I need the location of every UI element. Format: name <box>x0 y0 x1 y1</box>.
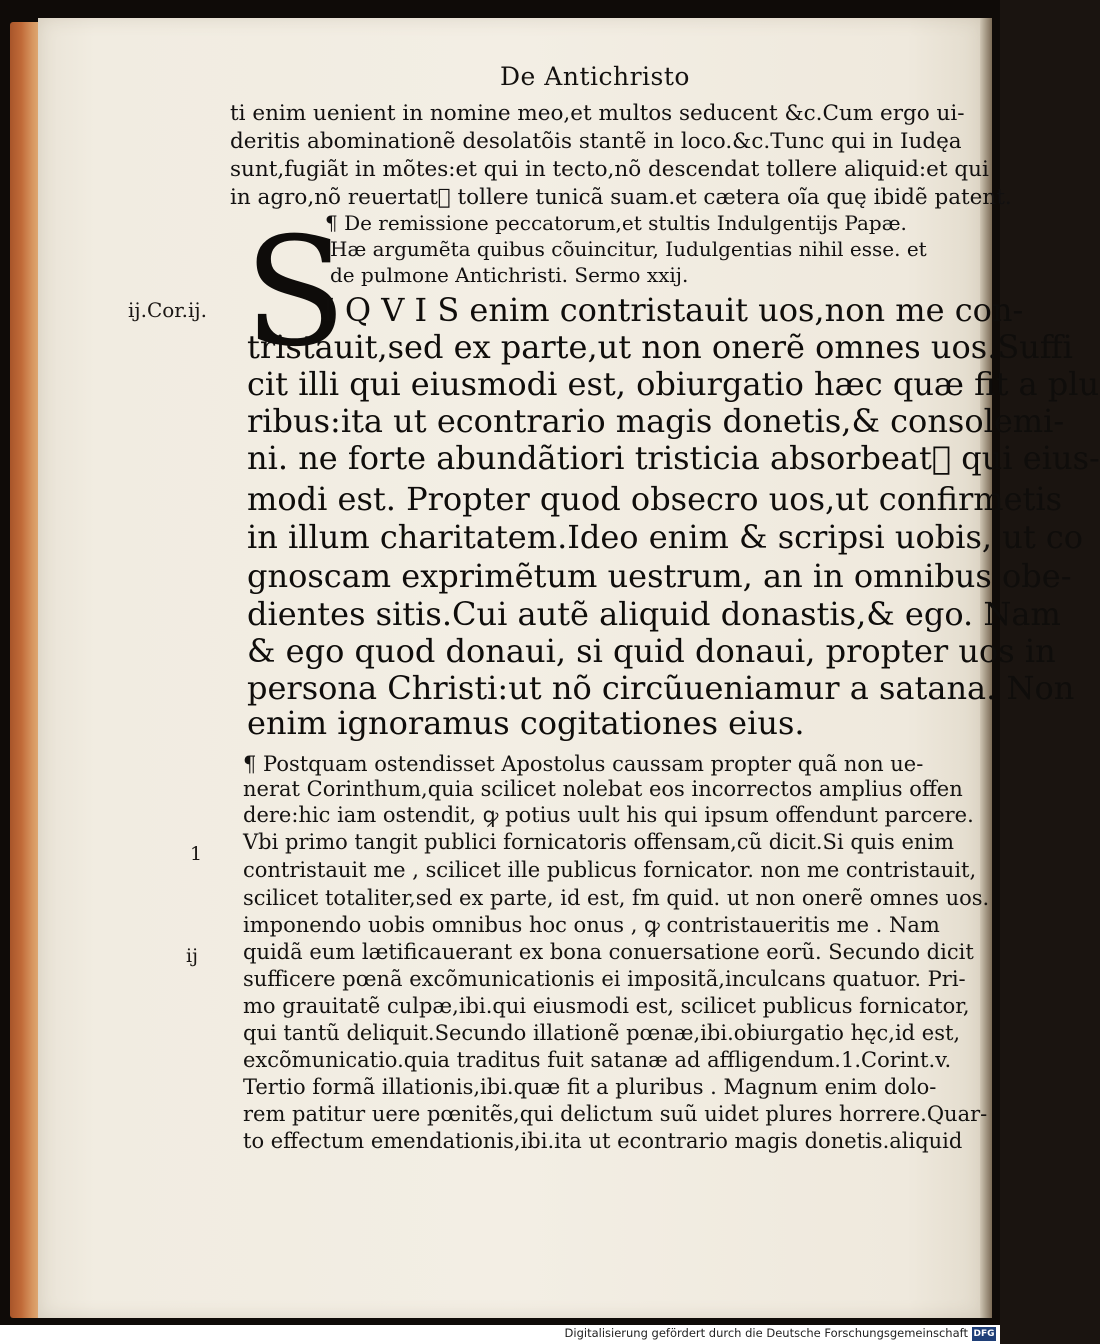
commentary-line: sufficere pœnã excõmunicationis ei impositã,inculcans quatuor. Pri- <box>243 967 966 991</box>
running-head: De Antichristo <box>500 62 690 91</box>
scripture-line: persona Christi:ut nõ circũueniamur a satana. Non <box>247 669 1075 707</box>
scripture-line: & ego quod donaui, si quid donaui, propter uos in <box>247 632 1056 670</box>
margin-note: 1 <box>190 843 203 865</box>
commentary-line: excõmunicatio.quia traditus fuit satanæ ad affligendum.1.Corint.v. <box>243 1048 952 1072</box>
margin-note: ij <box>186 945 198 967</box>
scripture-line: in illum charitatem.Ideo enim & scripsi uobis, ut co <box>247 518 1084 556</box>
top-text-line: in agro,nõ reuertatᷣ tollere tunicã suam.et cætera oĩa quę ibidẽ patent. <box>230 185 1012 210</box>
commentary-line: to effectum emendationis,ibi.ita ut econtrario magis donetis.aliquid <box>243 1129 963 1153</box>
top-text-line: deritis abominationẽ desolatõis stantẽ in loco.&c.Tunc qui in Iudęa <box>230 129 962 154</box>
caption-line: Hæ argumẽta quibus cõuincitur, Iudulgentias nihil esse. et <box>330 237 927 261</box>
commentary-line: Tertio formã illationis,ibi.quæ fit a pluribus . Magnum enim dolo- <box>243 1075 937 1099</box>
commentary-line: rem patitur uere pœnitẽs,qui delictum suũ uidet plures horrere.Quar- <box>243 1102 988 1126</box>
commentary-line: nerat Corinthum,quia scilicet nolebat eos incorrectos amplius offen <box>243 777 963 801</box>
scripture-line: ni. ne forte abundãtiori tristicia absorbeatᷣ qui eius- <box>247 439 1100 477</box>
commentary-line: mo grauitatẽ culpæ,ibi.qui eiusmodi est, scilicet publicus fornicator, <box>243 994 970 1018</box>
funding-credit: Digitalisierung gefördert durch die Deutsche Forschungsgemeinschaft <box>564 1326 968 1340</box>
commentary-line: imponendo uobis omnibus hoc onus , ꝙ contristaueritis me . Nam <box>243 913 940 937</box>
scripture-line: gnoscam exprimẽtum uestrum, an in omnibus obe- <box>247 557 1072 595</box>
scripture-line: enim ignoramus cogitationes eius. <box>247 704 805 742</box>
dfg-logo-icon: DFG <box>973 1329 995 1339</box>
commentary-line: Vbi primo tangit publici fornicatoris offensam,cũ dicit.Si quis enim <box>243 830 955 854</box>
caption-line: de pulmone Antichristi. Sermo xxij. <box>330 263 689 287</box>
drop-cap: S <box>244 206 347 380</box>
commentary-line: quidã eum lætificauerant ex bona conuersatione eorũ. Secundo dicit <box>243 940 974 964</box>
top-text-line: sunt,fugiãt in mõtes:et qui in tecto,nõ descendat tollere aliquid:et qui <box>230 157 989 182</box>
commentary-line: dere:hic iam ostendit, ꝙ potius uult his qui ipsum offendunt parcere. <box>243 803 974 827</box>
scripture-line: dientes sitis.Cui autẽ aliquid donastis,& ego. Nam <box>247 595 1061 633</box>
scripture-line: tristauit,sed ex parte,ut non onerẽ omnes uos.Suffi <box>247 328 1073 366</box>
scripture-line: modi est. Propter quod obsecro uos,ut confirmetis <box>247 480 1063 518</box>
margin-scripture-ref: ij.Cor.ij. <box>128 298 207 322</box>
scripture-line: cit illi qui eiusmodi est, obiurgatio hæc quæ fit a plu <box>247 365 1100 403</box>
scripture-line: I Q V I S enim contristauit uos,non me con- <box>322 291 1024 329</box>
top-text-line: ti enim uenient in nomine meo,et multos seducent &c.Cum ergo ui- <box>230 101 965 126</box>
commentary-line: contristauit me , scilicet ille publicus fornicator. non me contristauit, <box>243 858 977 882</box>
commentary-line: ¶ Postquam ostendisset Apostolus caussam propter quã non ue- <box>243 752 924 776</box>
commentary-line: scilicet totaliter,sed ex parte, id est, fm quid. ut non onerẽ omnes uos. <box>243 886 990 910</box>
scripture-line: ribus:ita ut econtrario magis donetis,& consolemi- <box>247 402 1065 440</box>
commentary-line: qui tantũ deliquit.Secundo illationẽ pœnæ,ibi.obiurgatio hęc,id est, <box>243 1021 961 1045</box>
caption-line: ¶ De remissione peccatorum,et stultis Indulgentijs Papæ. <box>325 211 907 235</box>
